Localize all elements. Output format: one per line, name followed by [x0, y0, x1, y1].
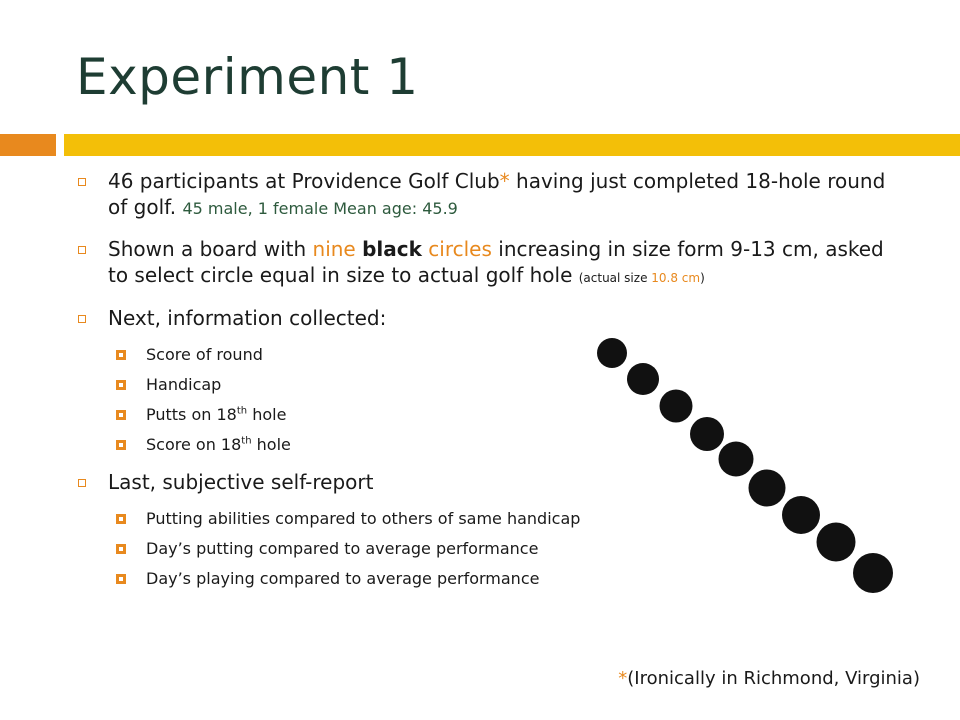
hollow-square-bullet-icon — [78, 315, 86, 323]
footnote: *(Ironically in Richmond, Virginia) — [618, 668, 920, 689]
sub-bullet: Handicap — [76, 375, 896, 395]
slide-title: Experiment 1 — [76, 48, 419, 106]
sub-bullet: Putting abilities compared to others of same handicap — [76, 509, 896, 529]
hollow-square-bullet-icon — [78, 246, 86, 254]
sub-bullet: Putts on 18th hole — [76, 405, 896, 425]
footnote-marker: * — [499, 169, 510, 193]
sub-bullet: Day’s playing compared to average performance — [76, 569, 896, 589]
filled-square-bullet-icon — [116, 574, 126, 584]
bullet-self-report: Last, subjective self-report — [76, 469, 896, 495]
sub-bullet: Score of round — [76, 345, 896, 365]
filled-square-bullet-icon — [116, 544, 126, 554]
filled-square-bullet-icon — [116, 440, 126, 450]
sub-bullet: Day’s putting compared to average performance — [76, 539, 896, 559]
bullet-participants: 46 participants at Providence Golf Club* having just completed 18-hole round of golf. 45 male, 1 female Mean age: 45.9 — [76, 168, 896, 222]
filled-square-bullet-icon — [116, 514, 126, 524]
accent-bar-orange — [0, 134, 56, 156]
filled-square-bullet-icon — [116, 410, 126, 420]
accent-bar-yellow — [64, 134, 960, 156]
filled-square-bullet-icon — [116, 350, 126, 360]
participant-demographics: 45 male, 1 female Mean age: 45.9 — [182, 199, 458, 218]
bullet-board: Shown a board with nine black circles increasing in size form 9-13 cm, asked to select circle equal in size to actual golf hole (actual size 10.8 cm) — [76, 236, 896, 291]
sub-bullet: Score on 18th hole — [76, 435, 896, 455]
filled-square-bullet-icon — [116, 380, 126, 390]
hollow-square-bullet-icon — [78, 178, 86, 186]
bullet-info-collected: Next, information collected: — [76, 305, 896, 331]
slide-body — [76, 168, 896, 599]
hollow-square-bullet-icon — [78, 479, 86, 487]
